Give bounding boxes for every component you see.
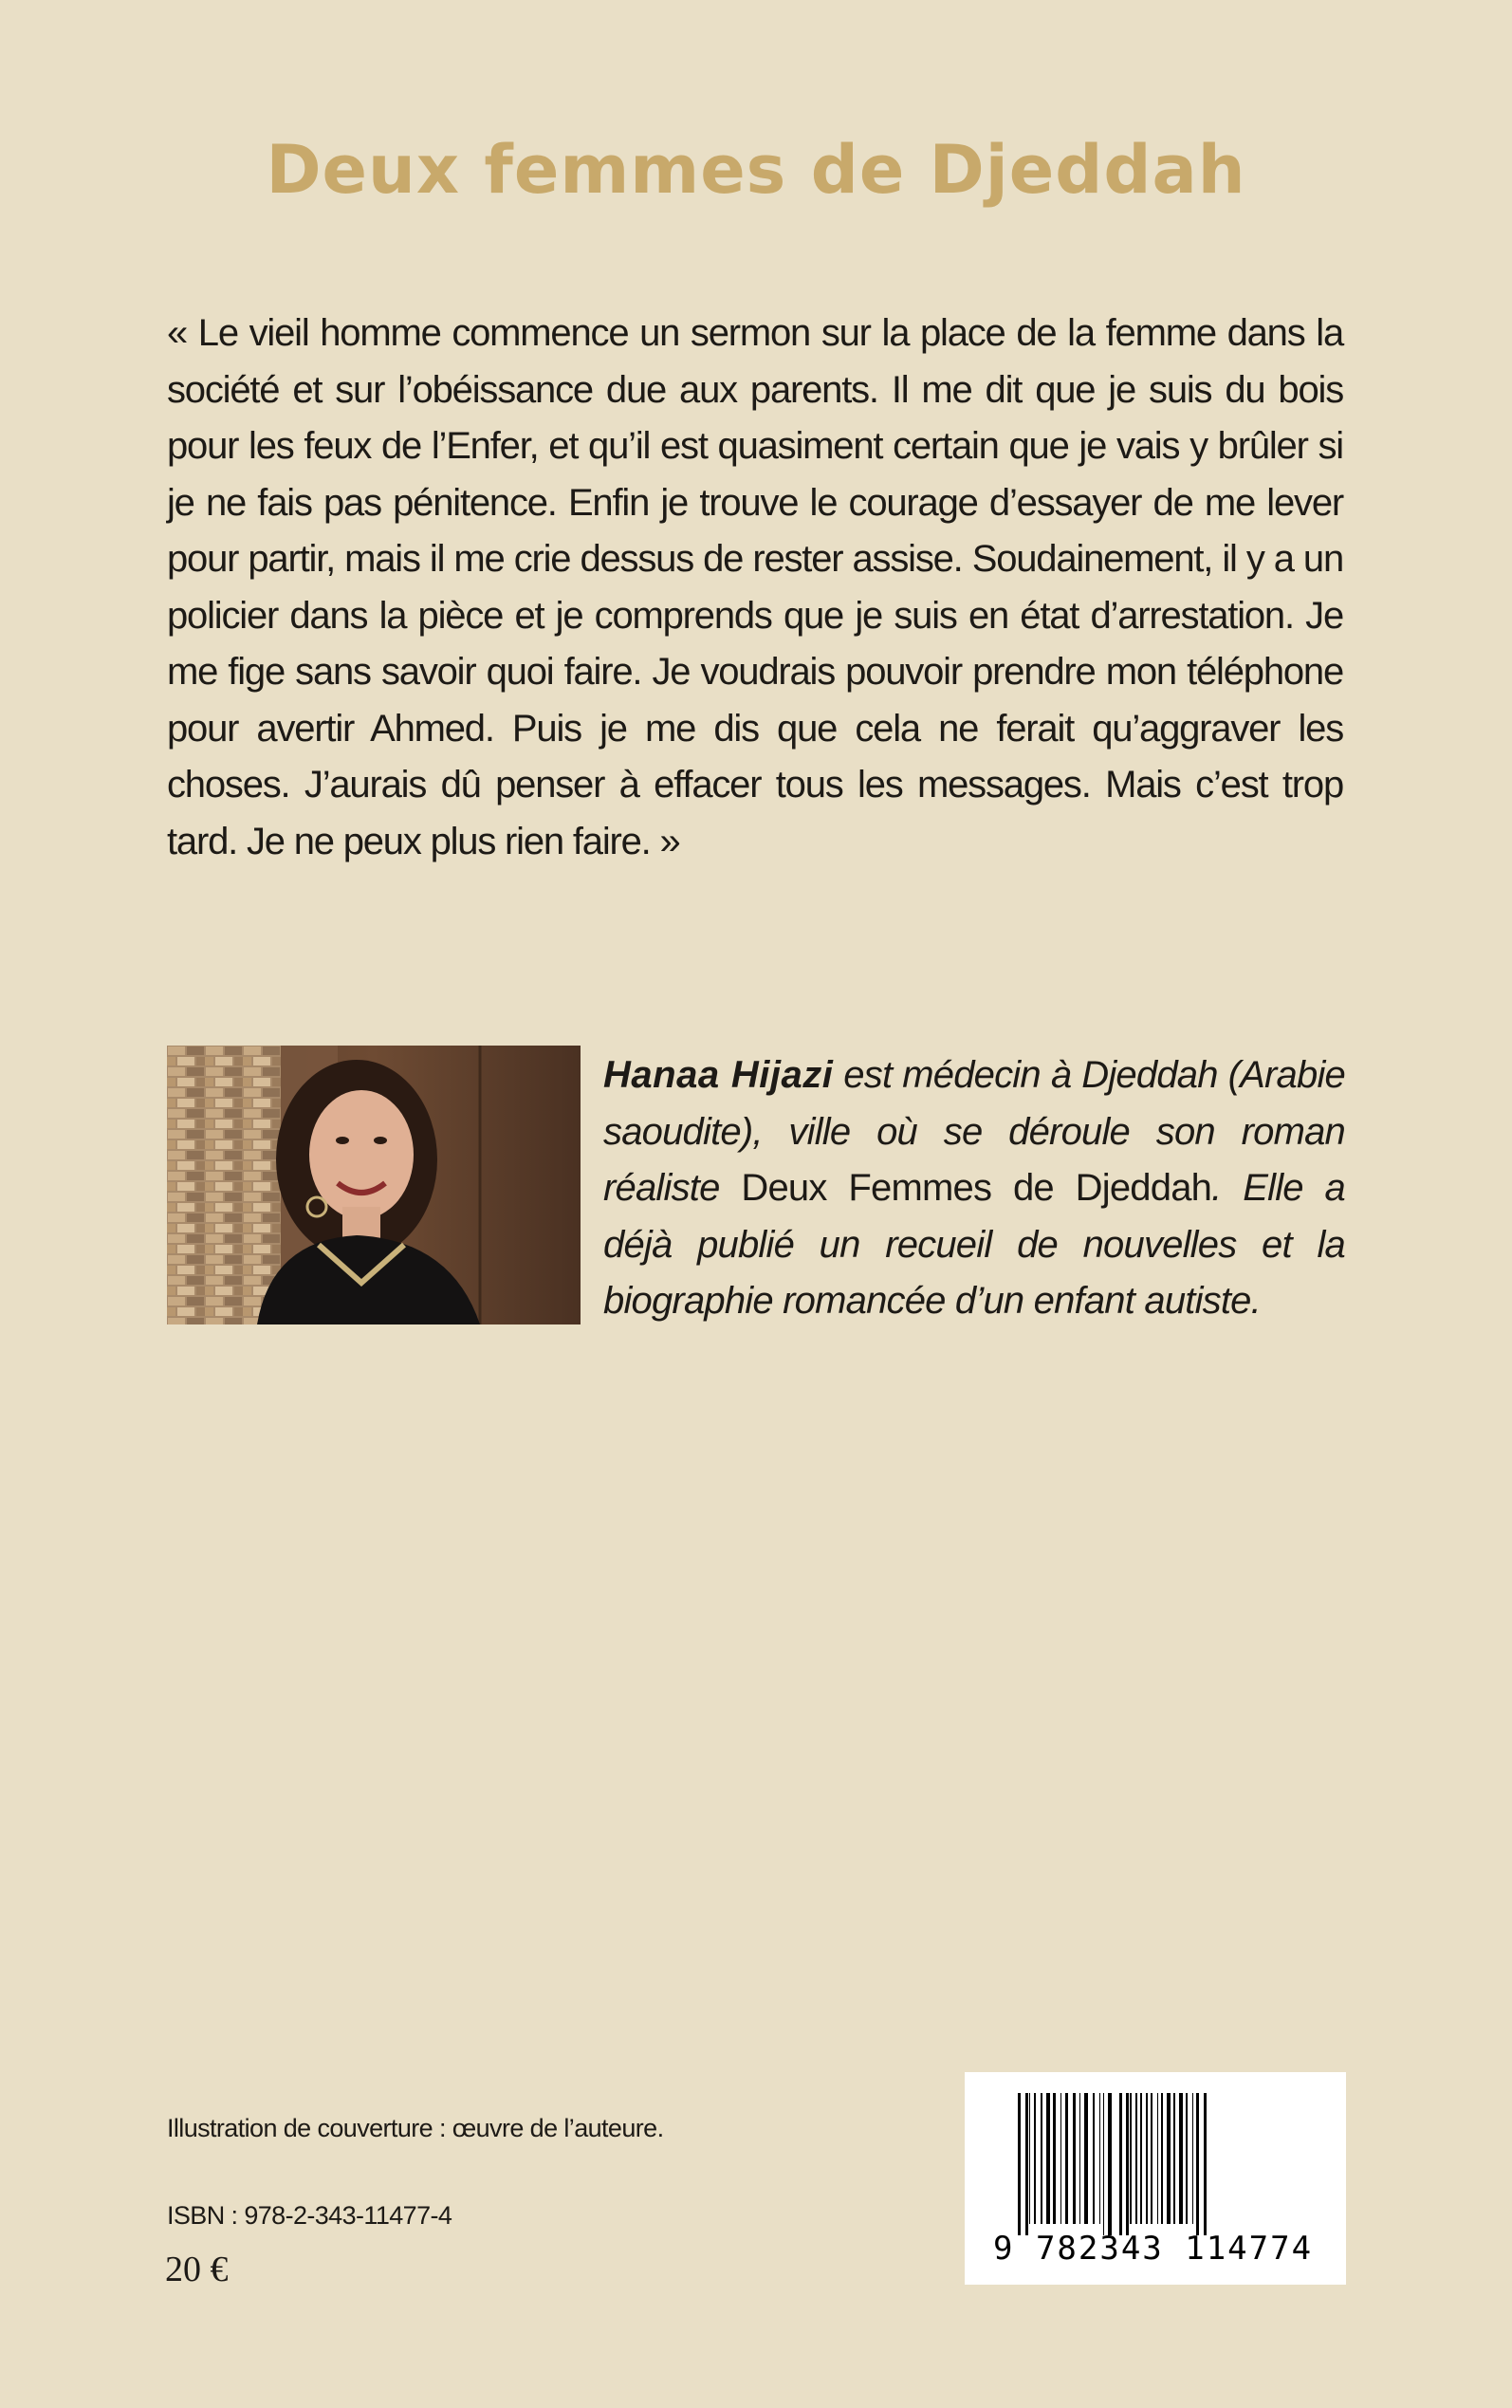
barcode-bar	[1173, 2093, 1175, 2224]
barcode-bar	[1103, 2093, 1104, 2235]
barcode-bar	[1192, 2093, 1193, 2224]
barcode-bar	[1079, 2093, 1080, 2224]
back-cover-excerpt: « Le vieil homme commence un sermon sur la place de la femme dans la société et sur l’obéissance due aux parents. Il me dit que je suis du bois pour les feux de l’Enfer, et qu’il est quasiment certain que je vais y brûler si je ne fais pas pénitence. Enfin je trouve le courage d’essayer de me lever pour partir, mais il me crie dessus de rester assise. Soudainement, il y a un policier dans la pièce et je comprends que je suis en état d’arrestation. Je me fige sans savoir quoi faire. Je voudrais pouvoir prendre mon téléphone pour avertir Ahmed. Puis je me dis que cela ne ferait qu’aggraver les choses. J’aurais dû penser à effacer tous les messages. Mais c’est trop tard. Je ne peux plus rien faire. »	[167, 312, 1343, 862]
barcode-bar	[1167, 2093, 1171, 2224]
barcode-bar	[1029, 2093, 1030, 2224]
barcode-bar	[1065, 2093, 1068, 2224]
barcode-bar	[1186, 2093, 1188, 2224]
barcode-bar	[1108, 2093, 1112, 2235]
barcode-bar	[1146, 2093, 1148, 2224]
barcode-bar	[1046, 2093, 1050, 2224]
book-title: Deux femmes de Djeddah	[266, 131, 1246, 209]
barcode-bar	[1126, 2093, 1129, 2235]
barcode-bar	[1135, 2093, 1137, 2224]
barcode-bar	[1034, 2093, 1036, 2224]
barcode-bar	[1151, 2093, 1152, 2224]
barcode-bar	[1060, 2093, 1061, 2224]
barcode-bar	[1196, 2093, 1199, 2235]
author-bio-book-title: Deux Femmes de Djeddah	[741, 1167, 1212, 1209]
barcode-bar	[1161, 2093, 1163, 2224]
barcode-number: 9 782343 114774	[993, 2230, 1314, 2268]
barcode-bar	[1025, 2093, 1028, 2235]
barcode-bar	[1041, 2093, 1042, 2224]
barcode-bar	[1053, 2093, 1056, 2224]
barcode	[965, 2072, 1346, 2285]
barcode-bar	[1093, 2093, 1095, 2224]
price: 20 €	[165, 2250, 229, 2289]
barcode-bar	[1140, 2093, 1142, 2224]
author-photo	[167, 1046, 581, 1324]
author-name: Hanaa Hijazi	[603, 1054, 834, 1096]
barcode-bar	[1099, 2093, 1100, 2224]
barcode-bar	[1084, 2093, 1088, 2224]
author-bio-text-1: est médecin à Djeddah (Arabie saoudite), ville où se déroule son roman réaliste	[603, 1054, 1345, 1209]
isbn: ISBN : 978-2-343-11477-4	[167, 2201, 452, 2230]
barcode-bar	[1119, 2093, 1122, 2235]
barcode-bar	[1130, 2093, 1132, 2224]
barcode-bar	[1204, 2093, 1207, 2235]
cover-illustration-credit: Illustration de couverture : œuvre de l’auteure.	[167, 2114, 664, 2142]
barcode-bar	[1073, 2093, 1076, 2224]
barcode-bar	[1179, 2093, 1183, 2224]
barcode-bar	[1157, 2093, 1158, 2224]
author-bio	[603, 1047, 1345, 1330]
barcode-bar	[1018, 2093, 1021, 2235]
author-bio-text-2: . Elle a déjà publié un recueil de nouvelles et la biographie romancée d’un enfant autiste.	[603, 1167, 1345, 1322]
